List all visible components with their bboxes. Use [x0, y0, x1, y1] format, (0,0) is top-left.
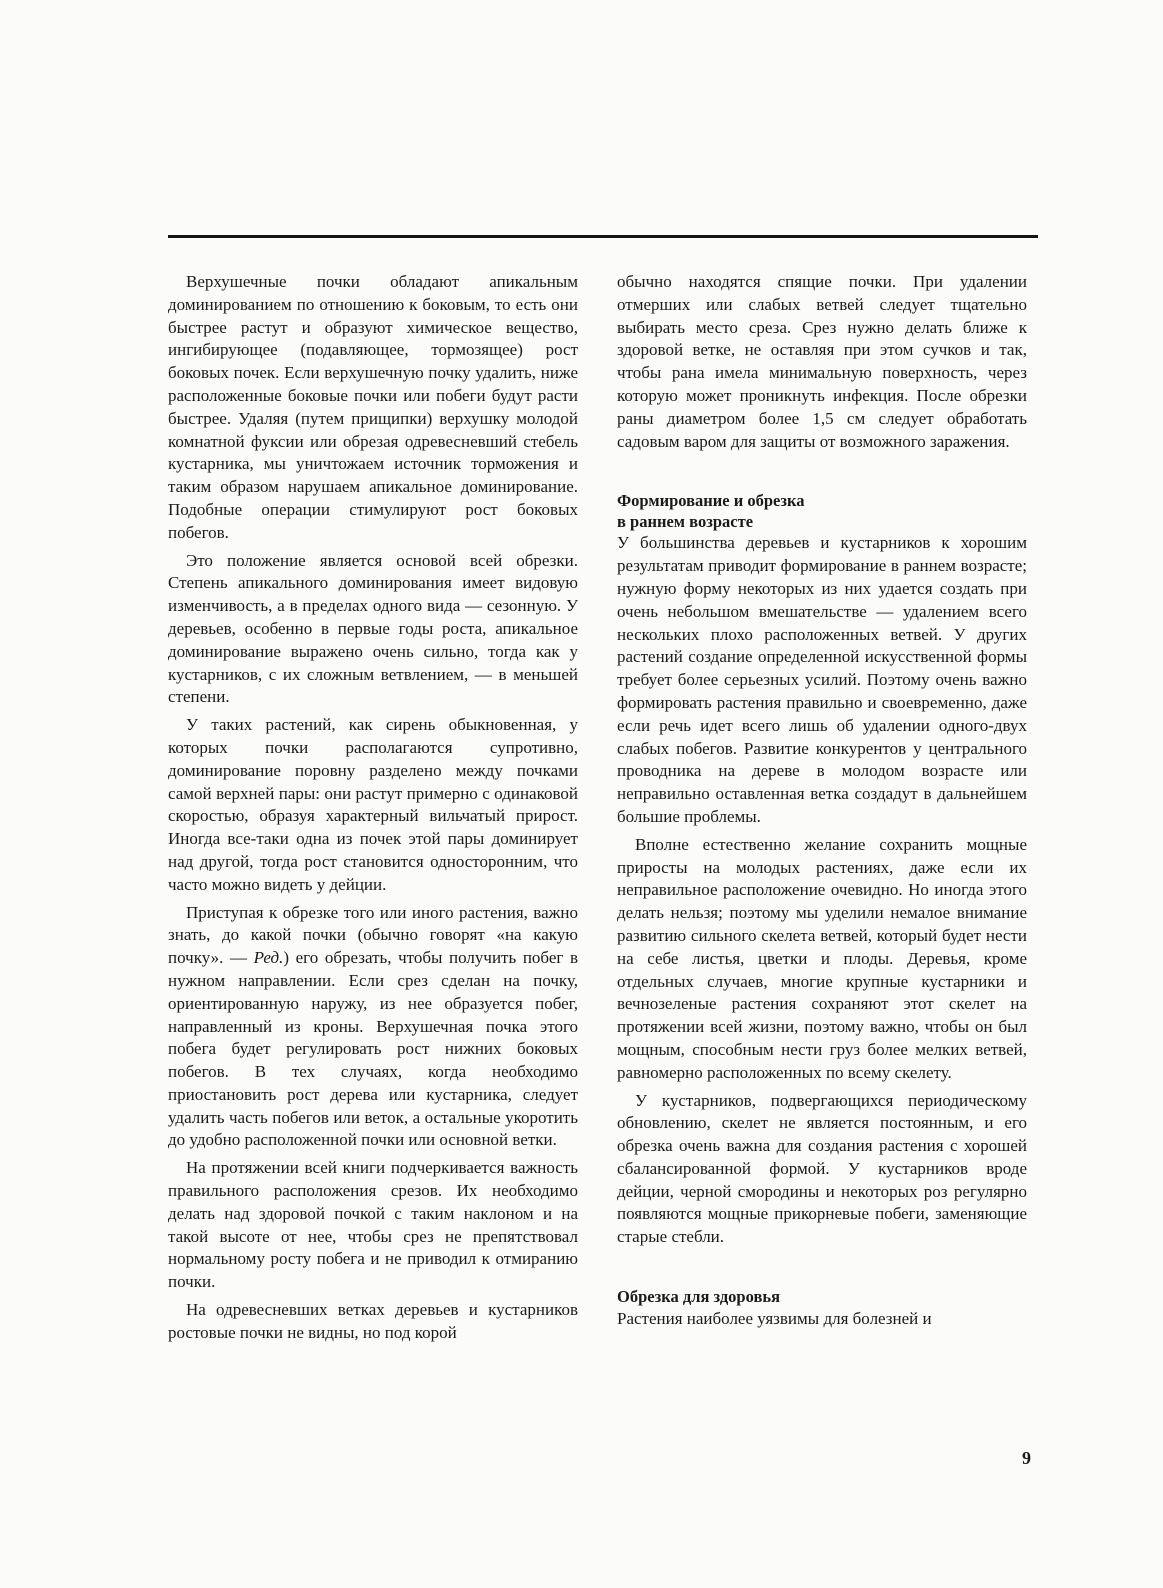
paragraph-cut-placement: На протяжении всей книги подчеркивается важность правильного расположения срезов. Их необходимо делать над здоровой почкой с таким наклоном и на такой высоте от нее, чтобы срез не препятствовал нормальному росту побега и не приводил к отмиранию почки.: [168, 1158, 578, 1292]
header-rule: [168, 235, 1038, 238]
paragraph-health: Растения наиболее уязвимы для болезней и: [617, 1308, 932, 1328]
heading-line-2: в раннем возрасте: [617, 511, 754, 531]
paragraph-apical-dominance: Верхушечные почки обладают апикальным доминированием по отношению к боковым, то есть они быстрее растут и образуют химическое вещество, ингибирующее (подавляющее, тормозящее) рост боковых почек. Если верхушечную почку удалить, ниже расположенные боковые почки или побеги будут расти быстрее. Удаляя (путем прищипки) верхушку молодой комнатной фуксии или обрезая одревесневший стебель кустарника, мы уничтожаем источник торможения и таким образом нарушаем апикальное доминирование. Подобные операции стимулируют рост боковых побегов.: [168, 272, 578, 542]
heading-line-1: Формирование и обрезка: [617, 491, 805, 511]
paragraph-woody-branches: На одревесневших ветках деревьев и кустарников ростовые почки не видны, но под корой: [168, 1300, 578, 1342]
paragraph-bud-choice: [168, 902, 578, 1153]
paragraph-dormant-buds: обычно находятся спящие почки. При удалении отмерших или слабых ветвей следует тщательно выбирать место среза. Срез нужно делать ближе к здоровой ветке, не оставляя при этом сучков и так, чтобы рана имела минимальную поверхность, через которую может проникнуть инфекция. После обрезки раны диаметром более 1,5 см следует обработать садовым варом для защиты от возможного заражения.: [617, 272, 1027, 451]
paragraph-opposite-buds: У таких растений, как сирень обыкновенная, у которых почки располагаются супротивно, доминирование поровну разделено между почками самой верхней пары: они растут примерно с одинаковой скоростью, образуя характерный вильчатый прирост. Иногда все-таки одна из почек этой пары доминирует над другой, тогда рост становится односторонним, что часто можно видеть у дейции.: [168, 715, 578, 894]
paragraph-bud-choice-end: ) его обрезать, чтобы получить побег в нужном направлении. Если срез сделан на почку, ориентированную наружу, из нее образуется побег, направленный из кроны. Верхушечная почка этого побега будет регулировать рост нижних боковых побегов. В тех случаях, когда необходимо приостановить рост дерева или кустарника, следует удалить часть побегов или веток, а остальные укоротить до удобно расположенной почки или основной ветки.: [168, 948, 578, 1150]
paragraph-pruning-basis: Это положение является основой всей обрезки. Степень апикального доминирования имеет видовую изменчивость, а в пределах одного вида — сезонную. У деревьев, особенно в первые годы роста, апикальное доминирование выражено очень сильно, тогда как у кустарников, с их сложным ветвлением, — в меньшей степени.: [168, 550, 578, 707]
paragraph-bud-choice-start: Приступая к обрезке того или иного растения, важно знать, до какой почки (обычно говорят «на какую почку». —: [168, 902, 578, 968]
section-heading-early-training: [617, 491, 1027, 532]
editor-note: Ред.: [253, 948, 284, 968]
left-column: [168, 271, 578, 1350]
section-heading-health-pruning: Обрезка для здоровья: [617, 1287, 781, 1307]
paragraph-renewal-shrubs: У кустарников, подвергающихся периодическому обновлению, скелет не является постоянным, и его обрезка очень важна для создания растения с хорошей сбалансированной формой. У кустарников вроде дейции, черной смородины и некоторых роз регулярно появляются мощные прикорневые побеги, заменяющие старые стебли.: [617, 1090, 1027, 1247]
right-column: [617, 271, 1027, 1335]
page-number: 9: [1022, 1448, 1031, 1468]
paragraph-skeleton: Вполне естественно желание сохранить мощные приросты на молодых растениях, даже если их неправильное расположение очевидно. Но иногда этого делать нельзя; поэтому мы уделили немалое внимание развитию сильного скелета ветвей, который будет нести на себе листья, цветки и плоды. Деревья, кроме отдельных случаев, многие крупные кустарники и вечнозеленые растения сохраняют этот скелет на протяжении всей жизни, поэтому важно, чтобы он был мощным, способным нести груз более мелких ветвей, равномерно расположенных по всему скелету.: [617, 834, 1027, 1082]
paragraph-early-training: У большинства деревьев и кустарников к хорошим результатам приводит формирование в раннем возрасте; нужную форму некоторых из них удается создать при очень небольшом вмешательстве — удалением всего нескольких плохо расположенных ветвей. У других растений создание определенной искусственной формы требует более серьезных усилий. Поэтому очень важно формировать растения правильно и своевременно, даже если речь идет всего лишь об удалении одного-двух слабых побегов. Развитие конкурентов у центрального проводника на дереве в молодом возрасте или неправильно оставленная ветка создадут в дальнейшем большие проблемы.: [617, 533, 1027, 826]
